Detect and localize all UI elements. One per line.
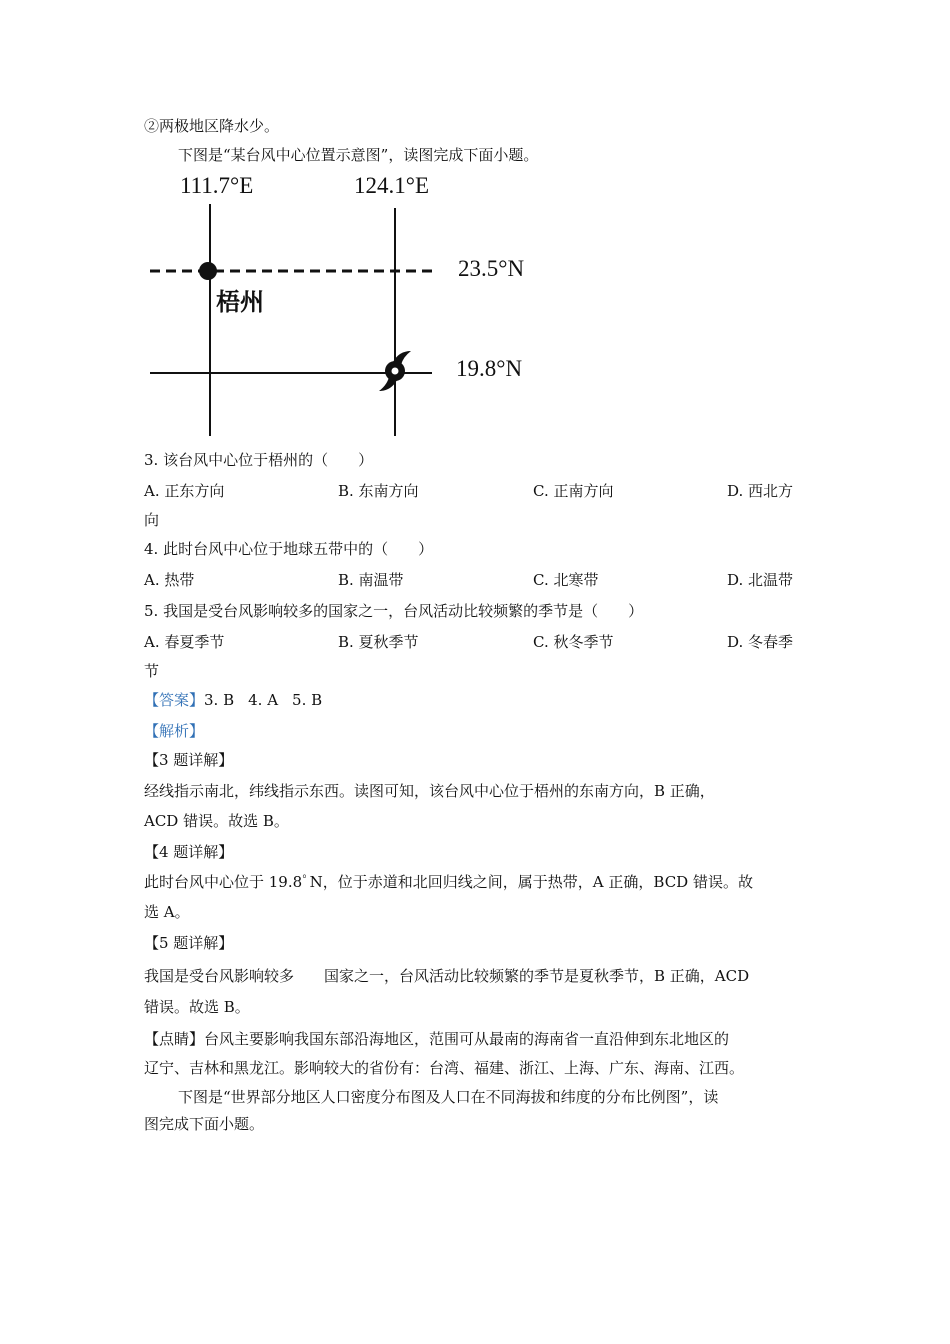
detail-3-line-1: 经线指示南北，纬线指示东西。读图可知，该台风中心位于梧州的东南方向，B 正确， [144,782,715,800]
longitude-label-2: 124.1°E [354,173,429,198]
answer-3: 3. B [204,691,235,709]
analysis-tag: 【解析】 [144,722,205,740]
question-3: 3. 该台风中心位于梧州的（ ） [144,451,374,469]
tip-line-1: 【点睛】台风主要影响我国东部沿海地区，范围可从最南的海南省一直沿伸到东北地区的 [144,1030,730,1048]
q3-option-b: B. 东南方向 [338,482,419,500]
q5-option-d-wrap: 节 [144,662,160,680]
q4-option-c: C. 北寒带 [533,571,599,589]
latitude-label-1: 23.5°N [458,256,525,281]
detail-3-line-2: ACD 错误。故选 B。 [144,812,289,830]
detail-4-line-1: 此时台风中心位于 19.8ﾟN，位于赤道和北回归线之间，属于热带，A 正确，BCD 错误。故 [144,873,753,891]
answer-5: 5. B [292,691,323,709]
q4-option-d: D. 北温带 [727,571,794,589]
detail-4-line-2: 选 A。 [144,903,190,921]
answer-line [144,690,322,710]
detail-5-line-1b: 国家之一，台风活动比较频繁的季节是夏秋季节，B 正确，ACD [324,967,750,985]
q5-option-a: A. 春夏季节 [144,633,225,651]
detail-5-line-1 [144,966,749,986]
question-4: 4. 此时台风中心位于地球五带中的（ ） [144,540,434,558]
q5-option-b: B. 夏秋季节 [338,633,419,651]
question-5: 5. 我国是受台风影响较多的国家之一，台风活动比较频繁的季节是（ ） [144,602,644,620]
text-line: ②两极地区降水少。 [144,117,280,135]
next-intro-line-1: 下图是“世界部分地区人口密度分布图及人口在不同海拔和纬度的分布比例图”，读 [178,1088,719,1106]
q3-option-d: D. 西北方 [727,482,794,500]
longitude-label-1: 111.7°E [180,173,254,198]
q5-option-c: C. 秋冬季节 [533,633,614,651]
q5-option-d: D. 冬春季 [727,633,794,651]
answer-4: 4. A [248,691,279,709]
q3-option-c: C. 正南方向 [533,482,614,500]
q4-option-b: B. 南温带 [338,571,404,589]
detail-4-heading: 【4 题详解】 [144,843,234,861]
city-label: 梧州 [216,290,264,316]
q4-option-a: A. 热带 [144,571,195,589]
question-intro: 下图是“某台风中心位置示意图”，读图完成下面小题。 [178,146,539,164]
answer-tag: 【答案】 [144,691,205,709]
detail-3-heading: 【3 题详解】 [144,751,234,769]
city-dot-icon [199,262,217,280]
next-intro-line-2: 图完成下面小题。 [144,1115,265,1133]
typhoon-position-diagram [144,168,544,440]
q3-option-d-wrap: 向 [144,511,160,529]
tip-line-2: 辽宁、吉林和黑龙江。影响较大的省份有：台湾、福建、浙江、上海、广东、海南、江西。 [144,1059,745,1077]
detail-5-line-1a: 我国是受台风影响较多 [144,967,295,985]
detail-5-line-2: 错误。故选 B。 [144,998,250,1016]
detail-5-heading: 【5 题详解】 [144,934,234,952]
q3-option-a: A. 正东方向 [144,482,225,500]
latitude-label-2: 19.8°N [456,356,523,381]
